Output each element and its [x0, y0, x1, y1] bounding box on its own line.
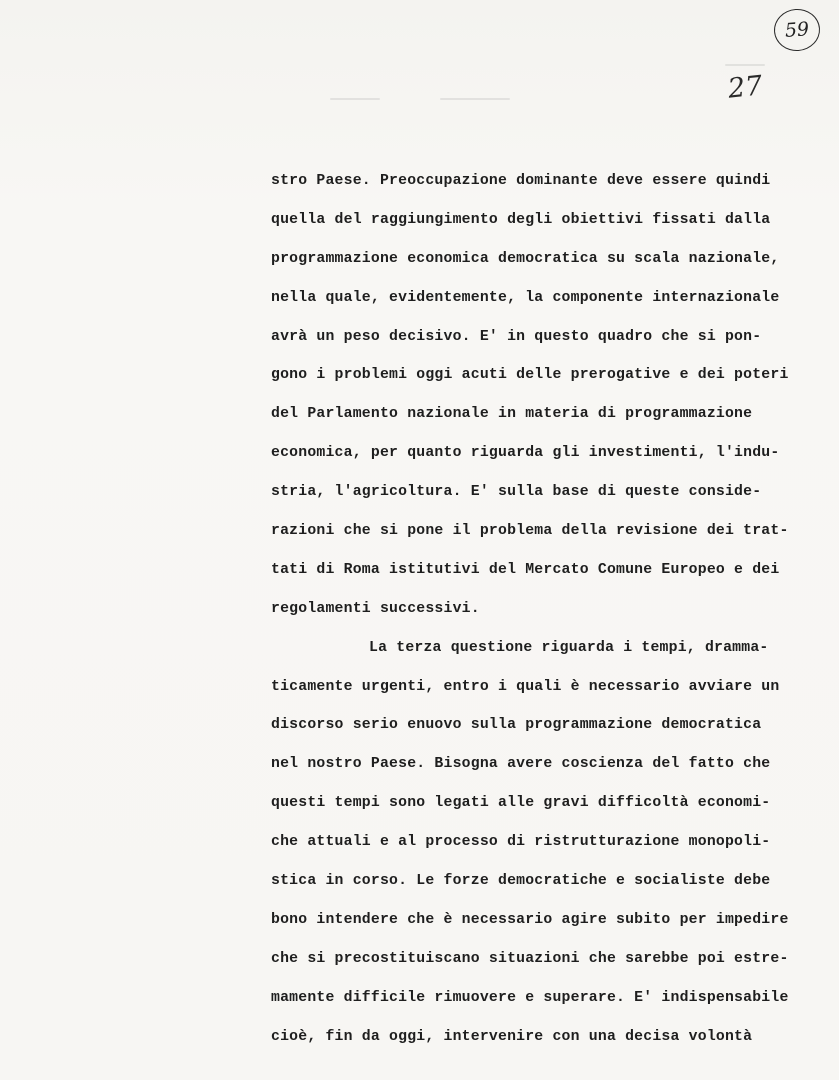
bleed-through-mark — [330, 98, 380, 100]
text-line: che attuali e al processo di ristrutturazione monopoli- — [271, 834, 771, 851]
text-line: avrà un peso decisivo. E' in questo quadro che si pon- — [271, 328, 762, 345]
text-line: nel nostro Paese. Bisogna avere coscienza del fatto che — [271, 756, 771, 773]
text-line: quella del raggiungimento degli obiettivi fissati dalla — [271, 211, 771, 228]
text-line: gono i problemi oggi acuti delle prerogative e dei poteri — [271, 367, 789, 384]
text-line: programmazione economica democratica su scala nazionale, — [271, 250, 780, 267]
text-line: del Parlamento nazionale in materia di programmazione — [271, 406, 753, 423]
text-line: questi tempi sono legati alle gravi difficoltà economi- — [271, 795, 771, 812]
body-text — [271, 167, 831, 1061]
bleed-through-mark — [440, 98, 510, 100]
archive-stamp-number: 59 — [784, 18, 810, 42]
text-line: stro Paese. Preoccupazione dominante deve essere quindi — [271, 173, 771, 189]
text-line: nella quale, evidentemente, la componente internazionale — [271, 289, 780, 306]
text-line: La terza questione riguarda i tempi, dramma- — [369, 639, 769, 656]
text-line: mamente difficile rimuovere e superare. E' indispensabile — [271, 989, 789, 1006]
text-line: discorso serio enuovo sulla programmazione democratica — [271, 717, 762, 734]
text-line: tati di Roma istitutivi del Mercato Comune Europeo e dei — [271, 561, 780, 578]
text-line: ticamente urgenti, entro i quali è necessario avviare un — [271, 678, 780, 695]
text-line: bono intendere che è necessario agire subito per impedire — [271, 911, 789, 928]
bleed-through-mark — [725, 64, 765, 66]
text-line: regolamenti successivi. — [271, 600, 480, 617]
text-line: cioè, fin da oggi, intervenire con una decisa volontà — [271, 1028, 753, 1045]
text-line: economica, per quanto riguarda gli investimenti, l'indu- — [271, 445, 780, 462]
text-line: razioni che si pone il problema della revisione dei trat- — [271, 523, 789, 540]
text-line: che si precostituiscano situazioni che sarebbe poi estre- — [271, 950, 789, 967]
handwritten-page-number: 27 — [726, 70, 764, 105]
archive-stamp — [773, 7, 822, 52]
text-line: stria, l'agricoltura. E' sulla base di queste conside- — [271, 484, 762, 501]
text-line: stica in corso. Le forze democratiche e socialiste debe — [271, 873, 771, 890]
